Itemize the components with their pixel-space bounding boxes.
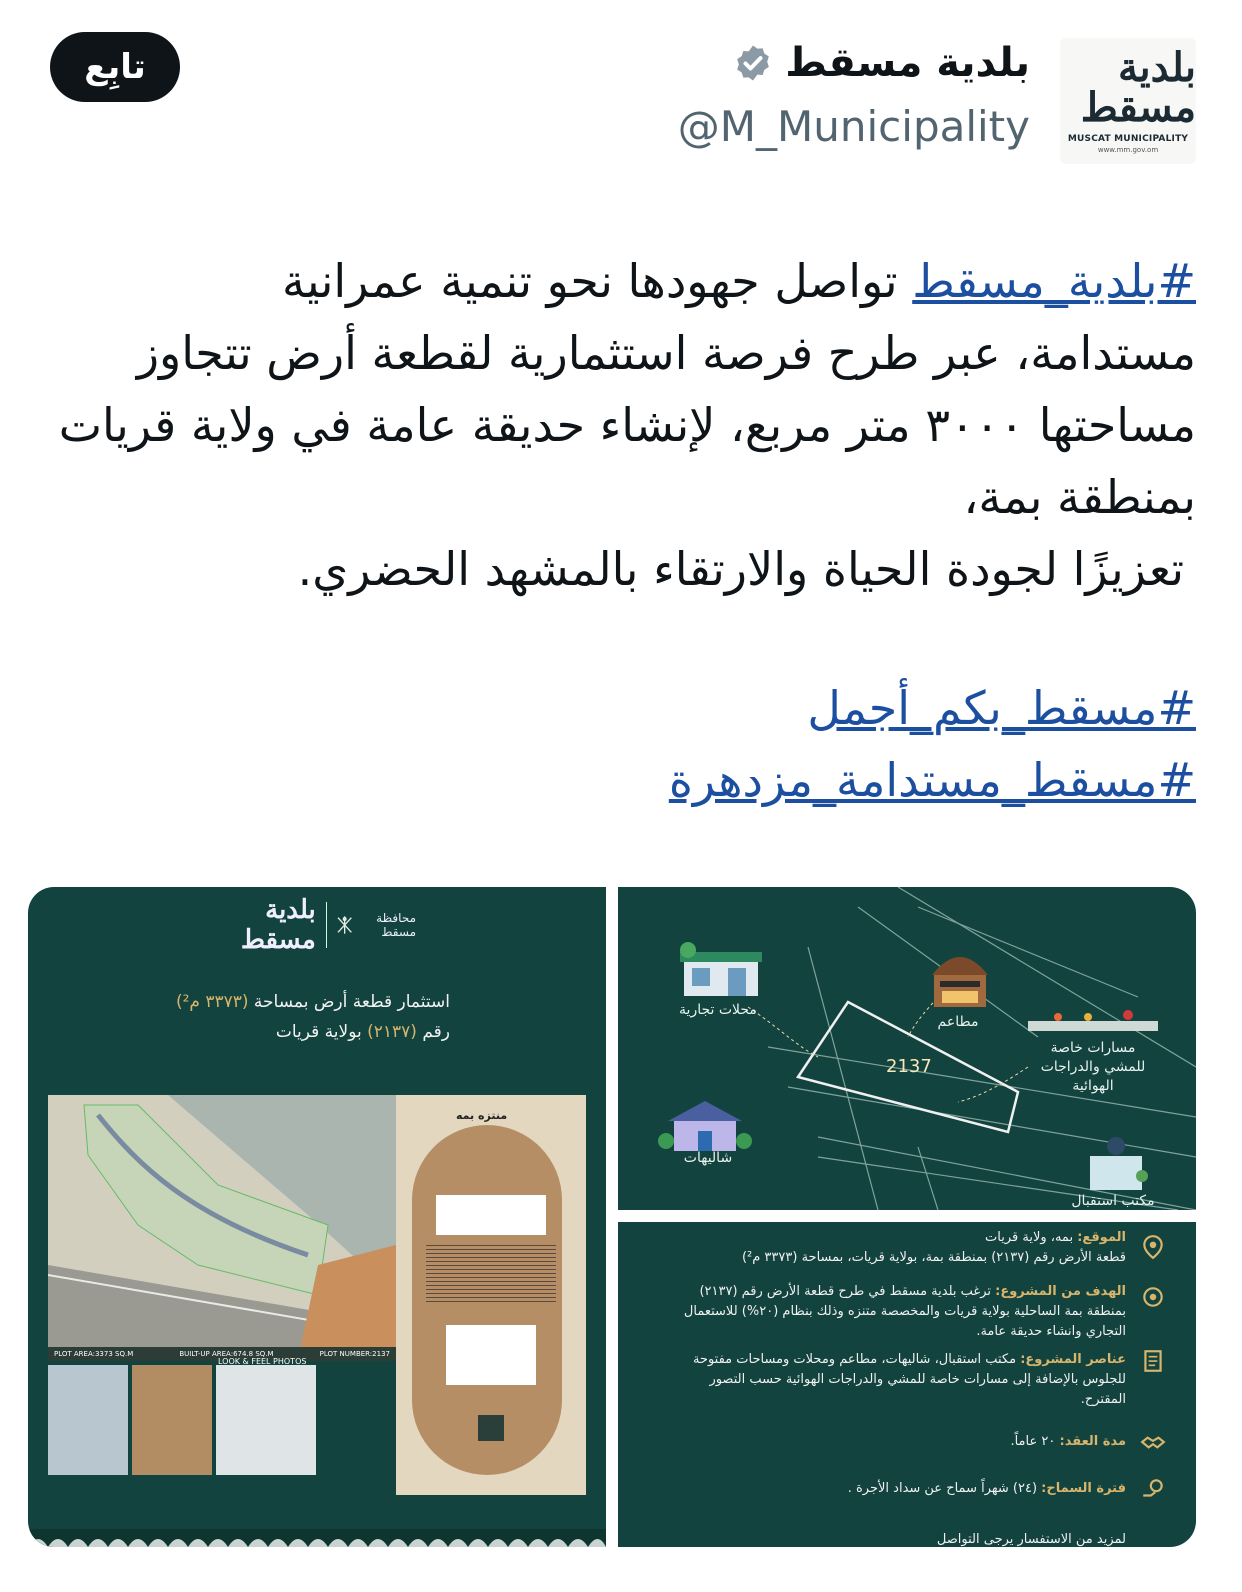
restaurants-label: مطاعم — [937, 1014, 979, 1030]
governorate-logo: محافظة مسقط — [376, 911, 416, 939]
tweet-line-2: مستدامة، عبر طرح فرصة استثمارية لقطعة أرض تتجاوز — [136, 326, 1196, 380]
verified-badge-icon — [733, 43, 773, 83]
poster-title-2c: بولاية قريات — [275, 1022, 368, 1042]
elements-row — [666, 1350, 1126, 1410]
location-row — [666, 1228, 1126, 1268]
hashtag-link[interactable]: #مسقط_بكم_أجمل — [807, 681, 1196, 735]
grace-label: فترة السماح: — [1041, 1481, 1126, 1496]
area-statement-table — [446, 1325, 536, 1385]
hashtag-link[interactable]: #بلدية_مسقط — [912, 254, 1196, 308]
display-name[interactable] — [733, 40, 1030, 86]
caption-plot-area: PLOT AREA:3373 SQ.M — [54, 1350, 134, 1358]
contract-value: ٢٠ عاماً. — [1010, 1434, 1060, 1449]
hashtag-link[interactable]: #مسقط_مستدامة_مزدهرة — [668, 753, 1196, 807]
info-table — [436, 1195, 546, 1235]
chalets-label: شاليهات — [683, 1150, 733, 1166]
site-plan-map — [48, 1095, 396, 1360]
photo-tile — [216, 1365, 316, 1475]
media-image-project-details[interactable] — [618, 1222, 1196, 1547]
qr-code-icon — [478, 1415, 504, 1441]
goal-label: الهدف من المشروع: — [995, 1284, 1126, 1299]
caption-built-up: BUILT-UP AREA:674.8 SQ.M — [179, 1350, 274, 1358]
poster-title-2a: رقم — [416, 1022, 450, 1042]
poster-logos — [226, 895, 416, 955]
plot-number-label: 2137 — [886, 1056, 932, 1077]
tweet-line-4: بمنطقة بمة، — [963, 470, 1196, 524]
photos-label: LOOK & FEEL PHOTOS — [218, 1357, 307, 1366]
goal-value: ترغب بلدية مسقط في طرح قطعة الأرض رقم (٢١٣٧) بمنطقة بمة الساحلية بولاية قريات والمخصصة متنزه وذلك بنظام (٢٠%) للاستعمال التجاري وانشاء حديقة عامة. — [683, 1284, 1126, 1339]
follow-button[interactable]: تابِع — [50, 32, 180, 102]
site-plan-drawing — [48, 1095, 396, 1360]
avatar-logo-en: MUSCAT MUNICIPALITY — [1067, 134, 1189, 144]
look-and-feel-photos — [48, 1365, 318, 1475]
contract-label: مدة العقد: — [1059, 1434, 1126, 1449]
restaurants-icon — [928, 945, 992, 1009]
tweet-line-5: تعزيزًا لجودة الحياة والارتقاء بالمشهد الحضري. — [297, 542, 1184, 596]
poster-title-1a: استثمار قطعة أرض بمساحة — [248, 992, 450, 1012]
grace-row — [666, 1479, 1126, 1499]
hand-coin-icon — [1140, 1476, 1166, 1502]
footer-note: لمزيد من الاستفسار يرجى التواصل — [936, 1532, 1126, 1547]
tweet-text — [36, 245, 1196, 605]
avatar-logo-text: بلدية مسقط — [1080, 44, 1196, 131]
paths-icon — [1028, 1009, 1158, 1035]
logo-divider — [326, 902, 327, 948]
reception-icon — [1086, 1132, 1150, 1196]
avatar-logo-url: www.mm.gov.om — [1097, 146, 1159, 154]
location-value: بمه، ولاية قريات — [985, 1230, 1078, 1245]
tweet-hashtags — [669, 672, 1196, 816]
poster-title — [176, 987, 450, 1047]
poster-title-2b: (٢١٣٧) — [367, 1022, 417, 1042]
photo-tile — [132, 1365, 212, 1475]
shops-label: محلات تجارية — [679, 1002, 757, 1018]
caption-plot-number: PLOT NUMBER:2137 — [319, 1350, 390, 1358]
elements-value: مكتب استقبال، شاليهات، مطاعم ومحلات ومساحات مفتوحة للجلوس بالإضافة إلى مسارات خاصة للمشي والدراجات الهوائية حسب التصور المقترح. — [692, 1352, 1126, 1407]
target-icon — [1140, 1284, 1166, 1310]
paths-label: مسارات خاصة للمشي والدراجات الهوائية — [1040, 1040, 1146, 1094]
handshake-icon — [1140, 1429, 1166, 1455]
project-info-panel — [396, 1095, 586, 1495]
decorative-wave-border — [28, 1529, 606, 1547]
display-name-text: بلدية مسقط — [785, 40, 1030, 86]
oman-emblem-icon — [336, 910, 353, 940]
media-image-poster[interactable] — [28, 887, 606, 1547]
location-detail: قطعة الأرض رقم (٢١٣٧) بمنطقة بمة، بولاية قريات، بمساحة (٣٣٧٣ م²) — [741, 1250, 1126, 1265]
document-icon — [1140, 1348, 1166, 1374]
shops-icon — [678, 942, 764, 998]
location-label: الموقع: — [1077, 1230, 1126, 1245]
photo-tile — [48, 1365, 128, 1475]
park-label: منتزه بمه — [456, 1109, 508, 1122]
muscat-municipality-logo: بلدية مسقط — [240, 895, 316, 955]
info-text-block — [426, 1245, 556, 1305]
elements-label: عناصر المشروع: — [1020, 1352, 1126, 1367]
tweet-line-1 — [36, 245, 1196, 317]
chalets-icon — [658, 1097, 752, 1153]
tweet-line-3: مساحتها ٣٠٠٠ متر مربع، لإنشاء حديقة عامة في ولاية قريات — [58, 398, 1196, 452]
poster-title-1b: (٣٣٧٣ م²) — [175, 992, 249, 1012]
avatar[interactable] — [1060, 38, 1196, 164]
reception-label: مكتب استقبال — [1071, 1193, 1155, 1209]
location-pin-icon — [1140, 1234, 1166, 1260]
grace-value: (٢٤) شهراً سماح عن سداد الأجرة . — [847, 1481, 1042, 1496]
goal-row — [666, 1282, 1126, 1342]
media-image-site-diagram[interactable] — [618, 887, 1196, 1210]
contract-row — [666, 1432, 1126, 1452]
tweet-line-1-text: تواصل جهودها نحو تنمية عمرانية — [282, 254, 913, 308]
user-handle[interactable]: @M_Municipality — [677, 102, 1030, 151]
